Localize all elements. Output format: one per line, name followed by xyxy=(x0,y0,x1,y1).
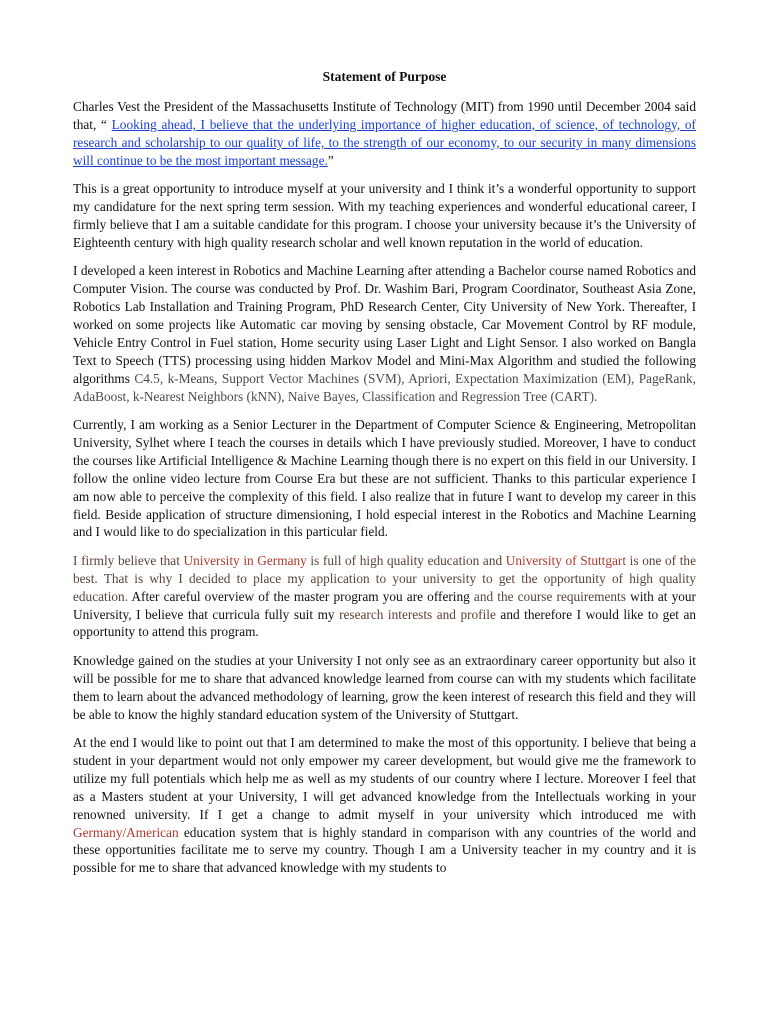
paragraph-knowledge: Knowledge gained on the studies at your University I not only see as an extraordinary career opportunity but also it will be possible for me to share that advanced knowledge learned from course can with my students which facilitate them to learn about the advanced methodology of learning, grow the keen interest of research this field and they will be able to know the highly standard education system of the University of Stuttgart. xyxy=(73,652,696,722)
quote-link[interactable]: Looking ahead, I believe that the underlying importance of higher education, of science, of technology, of research and scholarship to our quality of life, to the strength of our economy, to our security in many dimensions will continue to be the most important message. xyxy=(73,116,696,168)
choice-text-7: research interests and profile xyxy=(339,606,496,622)
choice-text-2: is full of high quality education and xyxy=(306,552,506,568)
interest-text: I developed a keen interest in Robotics and Machine Learning after attending a Bachelor course named Robotics and Computer Vision. The course was conducted by Prof. Dr. Washim Bari, Program Coordinator, Southeast Asia Zone, Robotics Lab Installation and Training Program, PhD Research Center, City University of New York. Thereafter, I worked on some projects like Automatic car moving by sensing obstacle, Car Movement Control by RF module, Vehicle Entry Control in Fuel station, Home security using Laser Light and Light Sensor. I also worked on Bangla Text to Speech (TTS) processing using hidden Markov Model and Mini-Max Algorithm and studied the following algorithms xyxy=(73,263,696,386)
conclusion-text-1: At the end I would like to point out that I am determined to make the most of this opportunity. I believe that being a student in your department would not only empower my career development, but would give me the framework to utilize my full potentials which help me as well as my students of our country where I lecture. Moreover I feel that as a Masters student at your University, I will get advanced knowledge from the Intellectuals working in your renowned university. If I get a change to admit myself in your university which introduced me with xyxy=(73,735,696,822)
conclusion-text-2: education system that is highly standard in comparison with any countries of the world and these opportunities facilitate me to serve my country. Though I am a University teacher in my country and it is possible for me to share that advanced knowledge with my students to xyxy=(73,824,696,876)
paragraph-interest xyxy=(73,262,696,405)
quote-close: ” xyxy=(327,152,334,168)
algorithms-list: C4.5, k-Means, Support Vector Machines (SVM), Apriori, Expectation Maximization (EM), PageRank, AdaBoost, k-Nearest Neighbors (kNN), Naive Bayes, Classification and Regression Tree (CART). xyxy=(73,370,697,404)
university-germany: University in Germany xyxy=(183,552,307,568)
paragraph-conclusion xyxy=(73,734,696,877)
paragraph-university-choice xyxy=(73,552,696,642)
choice-text-3: is one of the best. That is why I decided to place my application to your university to get the opportunity of high quality education. xyxy=(73,552,696,604)
paragraph-introduction: This is a great opportunity to introduce myself at your university and I think it’s a wonderful opportunity to support my candidature for the next spring term session. With my teaching experiences and wonderful educational career, I firmly believe that I am a suitable candidate for this program. I choose your university because it’s the University of Eighteenth century with high quality research scholar and well known reputation in the world of education. xyxy=(73,181,696,250)
paragraph-current-work: Currently, I am working as a Senior Lecturer in the Department of Computer Science & Engineering, Metropolitan University, Sylhet where I teach the courses in details which I have previously studied. Moreover, I have to conduct the courses like Artificial Intelligence & Machine Learning though there is no expert on this field in our University. I follow the online video lecture from Course Era but these are not sufficient. Thanks to this particular experience I am now able to perceive the complexity of this field. I also realize that in future I want to develop my career in this field. Beside application of structure dimensioning, I hold especial interest in the Robotics and Machine Learning and I would like to do specialization in this particular field. xyxy=(73,417,696,540)
choice-text-5: and the course requirements xyxy=(473,588,626,604)
choice-text-4: After careful overview of the master program you are offering xyxy=(128,588,474,604)
university-stuttgart: University of Stuttgart xyxy=(505,552,627,568)
quote-intro: Charles Vest the President of the Massachusetts Institute of Technology (MIT) from 1990 until December 2004 said that, “ xyxy=(73,99,696,132)
choice-text-1: I firmly believe that xyxy=(73,552,184,568)
choice-text-6: with at your University, I believe that curricula fully suit my xyxy=(73,588,696,622)
paragraph-quote xyxy=(73,98,696,170)
countries-highlight: Germany/American xyxy=(73,824,179,840)
choice-text-8: and therefore I would like to get an opportunity to attend this program. xyxy=(73,606,696,640)
document-title: Statement of Purpose xyxy=(322,69,447,84)
